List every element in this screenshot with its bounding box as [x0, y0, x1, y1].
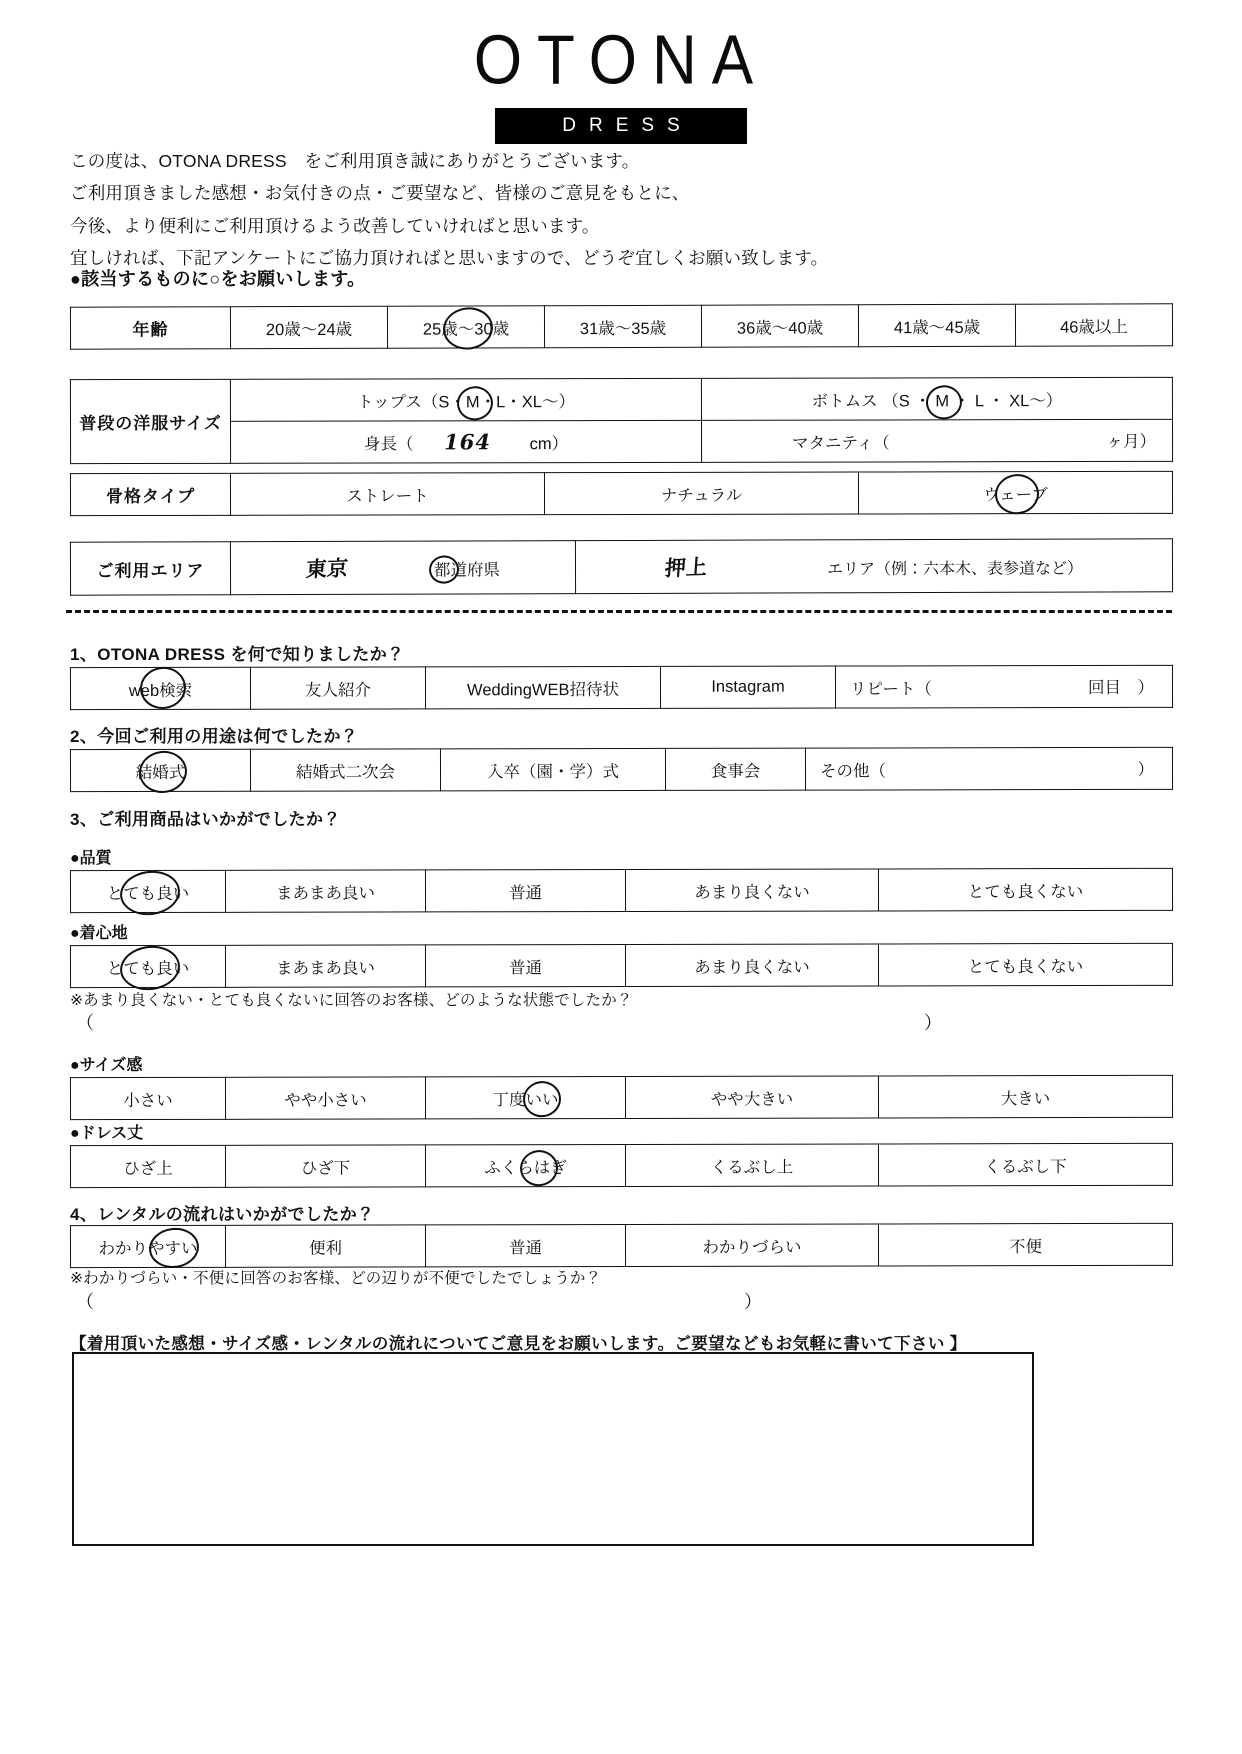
age-option-3[interactable]: [701, 305, 858, 347]
q1-option-1-label: 友人紹介: [304, 681, 372, 700]
q3-fit-option-2[interactable]: [425, 1076, 625, 1118]
q3-fit-option-0[interactable]: [70, 1077, 225, 1119]
area-table: [70, 538, 1173, 595]
pen-circle-mark-icon: [137, 664, 188, 711]
q4-answer-close: ）: [744, 1292, 762, 1312]
q2-option-0-selected: [136, 758, 186, 782]
intro-line-1: この度は、OTONA DRESS をご利用頂き誠にありがとうございます。: [70, 151, 640, 171]
tops-prefix: トップス（: [356, 392, 439, 412]
q1-option-0-label: web検索: [128, 681, 193, 700]
q3-quality-option-0[interactable]: [70, 870, 225, 912]
pen-circle-mark-icon: [517, 1147, 559, 1187]
q3-quality-label: ●品質: [70, 850, 112, 867]
table-row: [70, 539, 1172, 595]
frame-option-2-label: ウェーブ: [983, 485, 1048, 504]
q4-option-1[interactable]: [225, 1225, 425, 1267]
age-option-4-label: 41歳〜45歳: [893, 318, 981, 337]
area-label: ご利用エリア: [70, 542, 230, 596]
bottoms-suffix: ）: [1045, 391, 1063, 410]
q2-option-1[interactable]: [250, 749, 440, 791]
area-hint: エリア（例：六本木、表参道など）: [826, 560, 1084, 579]
q4-option-2-label: 普通: [508, 1238, 543, 1257]
q1-option-2[interactable]: [425, 666, 660, 708]
q4-option-0-selected: [98, 1234, 197, 1258]
intro-line-4: 宜しければ、下記アンケートにご協力頂ければと思いますので、どうぞ宜しくお願い致します。: [70, 248, 829, 269]
q3-fit-option-4[interactable]: [878, 1075, 1172, 1118]
q4-note: ※わかりづらい・不便に回答のお客様、どの辺りが不便でしたでしょうか？: [70, 1270, 602, 1287]
q3-comfort-table: [70, 943, 1173, 988]
q2-option-3[interactable]: [665, 748, 805, 790]
maternity-label: マタニティ（: [792, 434, 890, 453]
q3-length-option-2-selected: [484, 1154, 567, 1178]
table-row: [70, 377, 1172, 421]
q3-comfort-option-4-label: とても良くない: [967, 957, 1084, 976]
intro-line-3: 今後、より便利にご利用頂けるよう改善していければと思います。: [70, 215, 600, 236]
age-label: 年齢: [70, 307, 230, 350]
q4-option-4[interactable]: [878, 1223, 1172, 1266]
q1-repeat-cell[interactable]: [835, 665, 1172, 708]
q4-table: [70, 1223, 1173, 1268]
frame-type-table: [70, 471, 1173, 516]
area-detail-cell[interactable]: [575, 539, 1172, 594]
age-option-0[interactable]: [230, 306, 387, 348]
q1-option-3-label: Instagram: [711, 677, 785, 696]
q3-quality-option-4-label: とても良くない: [967, 882, 1084, 901]
q4-option-3[interactable]: [625, 1224, 878, 1267]
pen-circle-mark-icon: [441, 304, 496, 352]
q3-comfort-label: ●着心地: [70, 925, 128, 942]
q3-quality-option-3-label: あまり良くない: [694, 883, 810, 902]
age-option-2-label: 31歳〜35歳: [579, 319, 667, 338]
q3-length-option-0[interactable]: [70, 1145, 225, 1187]
frame-option-1-label: ナチュラル: [660, 486, 743, 505]
table-row: [70, 868, 1172, 912]
age-option-1[interactable]: [387, 306, 544, 348]
q3-fit-option-2-label: 丁度いい: [492, 1090, 559, 1109]
q2-option-2-label: 入卒（園・学）式: [486, 762, 620, 781]
prefecture-circled-char: 都: [433, 561, 451, 580]
bottoms-option-M: M: [935, 391, 950, 410]
tops-option-M-selected[interactable]: [466, 393, 480, 412]
frame-option-2[interactable]: [858, 471, 1172, 514]
brand-name: OTONA: [473, 21, 769, 100]
q2-option-0-label: 結婚式: [135, 763, 186, 782]
q4-option-0-label: わかりやすい: [98, 1239, 198, 1258]
prefecture-circled: [434, 557, 451, 581]
table-row: [70, 943, 1172, 987]
clothing-size-table: [70, 377, 1173, 464]
maternity-unit: ヶ月）: [1106, 432, 1157, 451]
intro-line-2: ご利用頂きました感想・お気付きの点・ご要望など、皆様のご意見をもとに、: [70, 183, 690, 204]
q3-quality-option-1-label: まあまあ良い: [275, 884, 376, 903]
frame-option-0[interactable]: [230, 473, 544, 516]
q3-quality-option-0-label: とても良い: [106, 884, 190, 903]
age-option-1-selected: [423, 315, 509, 339]
table-row: [70, 1223, 1172, 1267]
table-row: [71, 419, 1173, 463]
pen-circle-mark-icon: [455, 384, 495, 422]
age-option-5[interactable]: [1015, 304, 1172, 346]
q3-length-option-4-label: くるぶし下: [984, 1157, 1067, 1176]
q3-quality-option-2-label: 普通: [508, 883, 543, 902]
q3-comfort-option-1[interactable]: [225, 945, 425, 987]
pen-circle-mark-icon: [428, 554, 461, 586]
q1-repeat-label: リピート（: [849, 680, 932, 699]
maternity-cell[interactable]: [701, 419, 1172, 462]
table-row: [70, 471, 1172, 515]
tops-option-XL[interactable]: XL〜: [521, 392, 559, 411]
q1-option-0-selected: [129, 676, 192, 700]
q1-option-3[interactable]: [660, 666, 835, 708]
q2-table: [70, 747, 1173, 792]
q3-comfort-answer-open: （: [76, 1013, 94, 1033]
pen-circle-mark-icon: [136, 748, 189, 796]
tops-option-L[interactable]: L: [496, 392, 506, 411]
tops-option-S[interactable]: S: [438, 392, 450, 411]
q3-comfort-option-3-label: あまり良くない: [694, 958, 810, 977]
q3-fit-option-0-label: 小さい: [123, 1091, 173, 1110]
q3-quality-table: [70, 868, 1173, 913]
brand-logo: [0, 21, 1242, 144]
intro-block: [70, 150, 1170, 280]
free-comment-value[interactable]: [74, 1354, 1032, 1378]
pen-circle-mark-icon: [924, 383, 964, 421]
q4-option-0[interactable]: [70, 1225, 225, 1267]
q1-repeat-suffix: 回目 ）: [1087, 678, 1155, 698]
q3-length-option-2[interactable]: [425, 1144, 625, 1186]
prefecture-value[interactable]: 東京: [305, 556, 349, 582]
age-option-2[interactable]: [544, 305, 701, 347]
q4-option-4-label: 不便: [1008, 1237, 1043, 1256]
bottoms-option-S[interactable]: S: [898, 391, 910, 410]
prefecture-suffix: 道府県: [450, 561, 501, 580]
section-divider: [66, 610, 1172, 613]
height-cell[interactable]: [231, 420, 702, 463]
table-row: [70, 1075, 1172, 1119]
table-row: [70, 747, 1172, 791]
q3-length-label: ●ドレス丈: [70, 1125, 144, 1142]
q2-option-1-label: 結婚式二次会: [295, 762, 396, 782]
frame-option-1[interactable]: [544, 472, 858, 515]
q3-fit-option-4-label: 大きい: [1000, 1089, 1051, 1108]
pen-circle-mark-icon: [147, 1224, 202, 1270]
free-comment-heading: 【着用頂いた感想・サイズ感・レンタルの流れについてご意見をお願いします。ご要望などもお気軽に書いて下さい 】: [70, 1335, 967, 1353]
q3-comfort-option-0-selected: [107, 954, 190, 978]
q3-quality-option-3[interactable]: [625, 869, 878, 912]
q2-heading: 2、今回ご利用の用途は何でしたか？: [70, 727, 359, 746]
q3-length-option-2-label: ふくらはぎ: [484, 1158, 567, 1177]
q4-option-1-label: 便利: [308, 1239, 343, 1258]
age-option-1-label: 25歳〜30歳: [422, 319, 510, 339]
q1-option-0[interactable]: [70, 667, 250, 709]
pen-circle-mark-icon: [520, 1078, 562, 1118]
pen-circle-mark-icon: [118, 942, 183, 993]
brand-sub: DRESS: [562, 115, 693, 136]
q4-heading: 4、レンタルの流れはいかがでしたか？: [70, 1205, 375, 1224]
pen-circle-mark-icon: [993, 471, 1042, 516]
q3-comfort-option-4[interactable]: [878, 943, 1172, 986]
q3-comfort-option-2[interactable]: [425, 944, 625, 986]
frame-option-2-selected: [983, 481, 1048, 505]
q3-fit-option-2-selected: [492, 1086, 558, 1110]
q2-other-cell[interactable]: [805, 747, 1172, 790]
age-option-5-label: 46歳以上: [1060, 317, 1128, 337]
table-row: [70, 1143, 1172, 1187]
q1-option-1[interactable]: [250, 667, 425, 709]
table-row: [70, 304, 1172, 349]
pen-circle-mark-icon: [118, 867, 183, 918]
prefecture-cell[interactable]: [230, 541, 575, 595]
q3-fit-table: [70, 1075, 1173, 1120]
area-value[interactable]: 押上: [664, 555, 708, 581]
q3-comfort-option-3[interactable]: [625, 944, 878, 987]
q1-option-2-label: WeddingWEB招待状: [467, 680, 619, 699]
table-row: [70, 665, 1172, 709]
height-unit: cm）: [529, 435, 569, 454]
q2-option-0[interactable]: [70, 749, 250, 791]
q1-heading: 1、OTONA DRESS を何で知りましたか？: [70, 645, 405, 664]
q3-quality-option-4[interactable]: [878, 868, 1172, 911]
brand-sub-bar: [495, 108, 747, 144]
q3-length-option-4[interactable]: [878, 1143, 1172, 1186]
q3-length-option-0-label: ひざ上: [123, 1159, 173, 1178]
age-table: [70, 303, 1173, 349]
q3-length-option-1[interactable]: [225, 1145, 425, 1187]
q3-quality-option-1[interactable]: [225, 870, 425, 912]
q3-fit-option-3-label: やや大きい: [710, 1090, 794, 1109]
tops-option-M: M: [465, 392, 480, 411]
bottoms-size-cell[interactable]: ボトムス （S ・ M ・ L ・ XL〜）: [701, 377, 1172, 420]
q3-comfort-option-1-label: まあまあ良い: [275, 959, 376, 978]
q3-quality-option-2[interactable]: [425, 869, 625, 911]
q1-table: [70, 665, 1173, 710]
q4-option-3-label: わかりづらい: [702, 1238, 802, 1257]
q3-fit-option-1[interactable]: [225, 1077, 425, 1119]
q3-heading: 3、ご利用商品はいかがでしたか？: [70, 810, 341, 829]
q3-comfort-option-0-label: とても良い: [106, 959, 190, 978]
q3-fit-option-3[interactable]: [625, 1076, 878, 1119]
size-label: 普段の洋服サイズ: [70, 379, 230, 463]
q3-length-table: [70, 1143, 1173, 1188]
q3-length-option-3[interactable]: [625, 1144, 878, 1187]
q2-option-2[interactable]: [440, 748, 665, 790]
tops-size-cell[interactable]: トップス（S・M ・L・XL〜）: [230, 378, 701, 421]
height-label: 身長（: [364, 435, 414, 454]
q3-comfort-option-2-label: 普通: [508, 958, 543, 977]
q4-option-2[interactable]: [425, 1224, 625, 1266]
q3-length-option-3-label: くるぶし上: [710, 1158, 794, 1177]
bottoms-option-XL[interactable]: XL〜: [1009, 391, 1046, 410]
frame-option-0-label: ストレート: [346, 486, 429, 506]
instruction-line: ●該当するものに○をお願いします。: [70, 269, 366, 289]
height-value[interactable]: 164: [444, 429, 491, 455]
bottoms-prefix: ボトムス （: [811, 391, 899, 411]
free-comment-box[interactable]: [72, 1352, 1034, 1546]
q2-other-suffix: ）: [1137, 760, 1155, 779]
q3-comfort-answer-close: ）: [924, 1013, 942, 1033]
bottoms-option-M-selected[interactable]: [935, 392, 949, 411]
frame-type-label: 骨格タイプ: [70, 473, 230, 515]
tops-suffix: ）: [558, 392, 575, 411]
q3-fit-option-1-label: やや小さい: [284, 1091, 367, 1110]
q3-comfort-option-0[interactable]: [70, 945, 225, 987]
bottoms-option-L[interactable]: L: [974, 391, 984, 410]
q2-other-label: その他（: [819, 762, 887, 781]
age-option-4[interactable]: [858, 304, 1015, 346]
q4-answer-open: （: [76, 1292, 94, 1312]
q3-comfort-note: ※あまり良くない・とても良くないに回答のお客様、どのような状態でしたか？: [70, 992, 633, 1009]
age-option-0-label: 20歳〜24歳: [265, 320, 353, 339]
q3-length-option-1-label: ひざ下: [300, 1159, 351, 1178]
q3-fit-label: ●サイズ感: [70, 1057, 143, 1074]
age-option-3-label: 36歳〜40歳: [736, 318, 824, 338]
q3-quality-option-0-selected: [107, 879, 190, 903]
q2-option-3-label: 食事会: [710, 762, 761, 781]
